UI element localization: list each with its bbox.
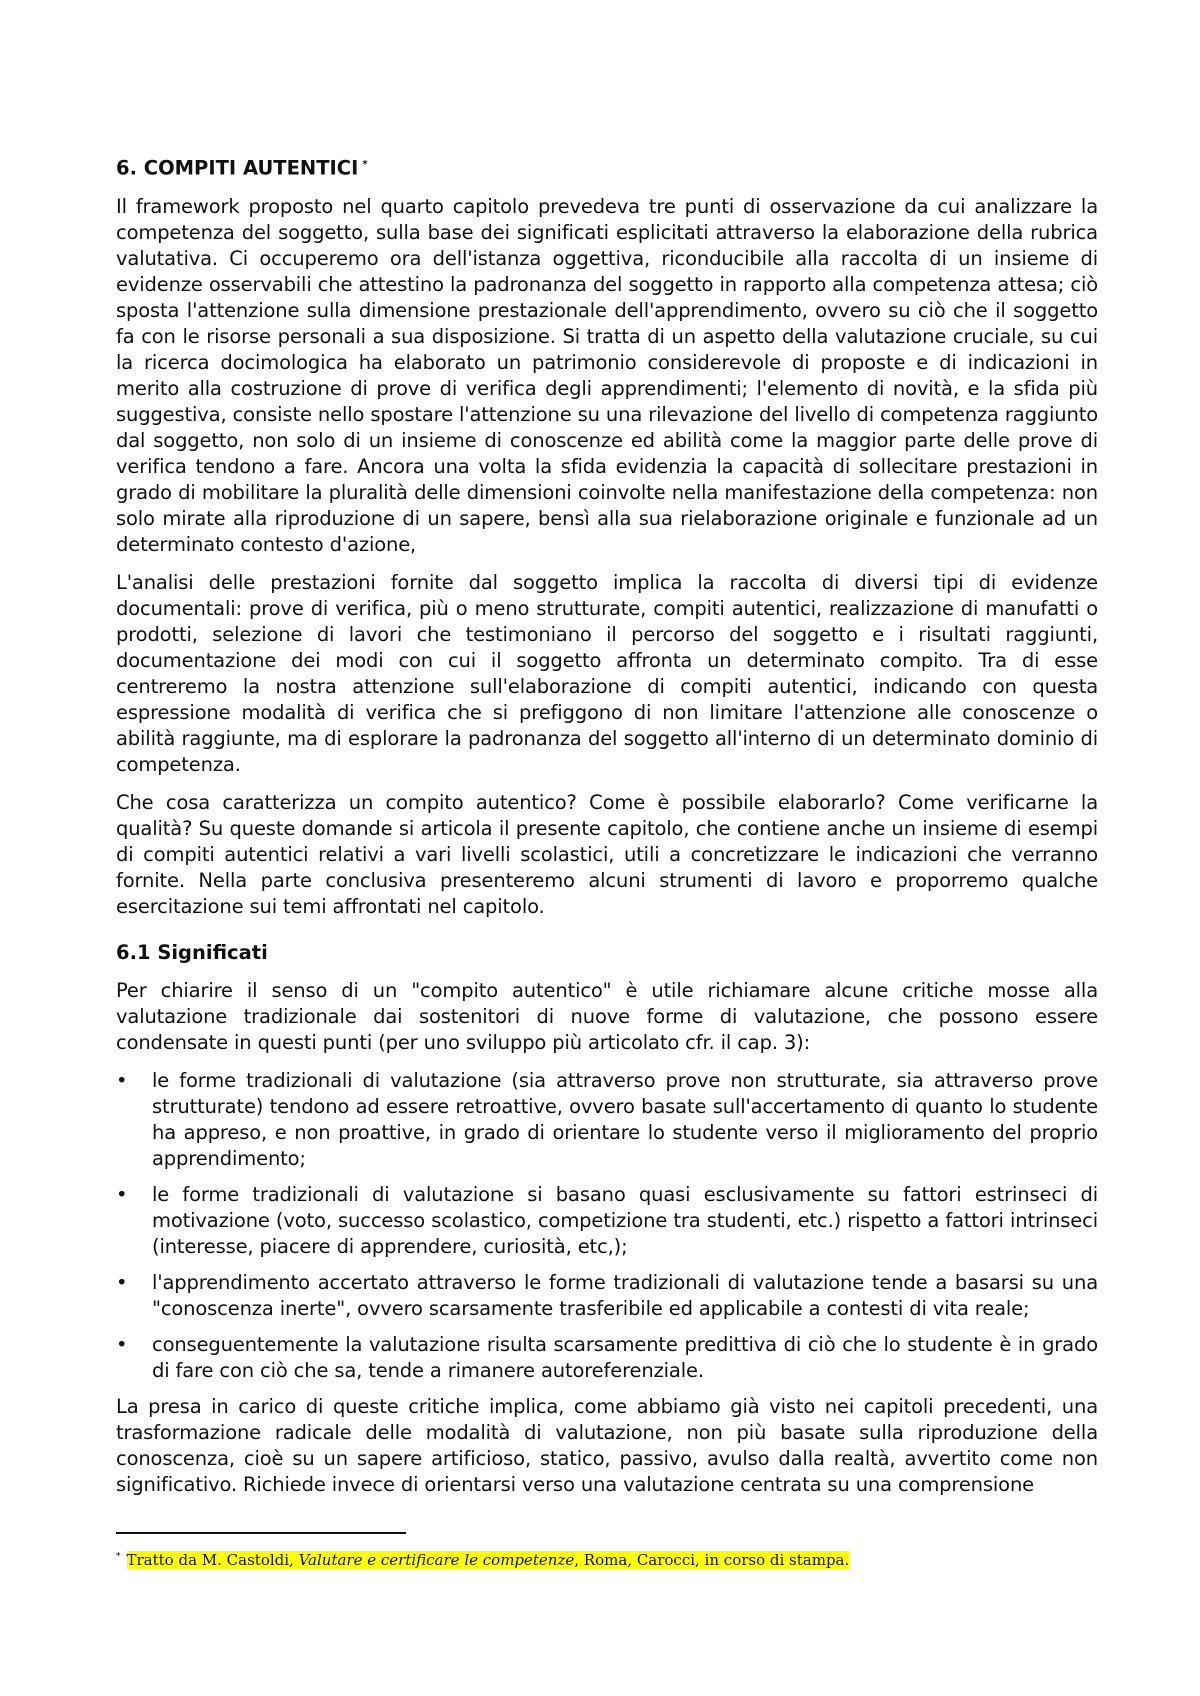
list-item bbox=[116, 1332, 1098, 1384]
list-item-text: conseguentemente la valutazione risulta scarsamente predittiva di ciò che lo studente è in grado di fare con ciò che sa, tende a rimanere autoreferenziale. bbox=[152, 1332, 1098, 1382]
list-item-text: l'apprendimento accertato attraverso le forme tradizionali di valutazione tende a basarsi su una "conoscenza inerte", ovvero scarsamente trasferibile ed applicabile a contesti di vita reale; bbox=[152, 1270, 1098, 1320]
list-item-text: le forme tradizionali di valutazione si basano quasi esclusivamente su fattori estrinseci di motivazione (voto, successo scolastico, competizione tra studenti, etc.) rispetto a fattori intrinseci (interesse, piacere di apprendere, curiosità, etc,); bbox=[152, 1182, 1098, 1258]
paragraph-3: Che cosa caratterizza un compito autentico? Come è possibile elaborarlo? Come verificarne la qualità? Su queste domande si articola il presente capitolo, che contiene anche un insieme di esempi di compiti autentici relativi a vari livelli scolastici, utili a concretizzare le indicazioni che verranno fornite. Nella parte conclusiva presenteremo alcuni strumenti di lavoro e proporremo qualche esercitazione sui temi affrontati nel capitolo. bbox=[116, 790, 1098, 918]
footnote-book-title: Valutare e certificare le competenze bbox=[298, 1551, 575, 1569]
list-item bbox=[116, 1182, 1098, 1260]
footnote-highlight bbox=[127, 1551, 850, 1569]
footnote-mark: * bbox=[116, 1552, 121, 1562]
footnote-prefix: Tratto da M. Castoldi, bbox=[126, 1551, 299, 1569]
paragraph-1: Il framework proposto nel quarto capitolo prevedeva tre punti di osservazione da cui analizzare la competenza del soggetto, sulla base dei significati esplicitati attraverso la elaborazione della rubrica valutativa. Ci occuperemo ora dell'istanza oggettiva, riconducibile alla raccolta di un insieme di evidenze osservabili che attestino la padronanza del soggetto in rapporto alla competenza attesa; ciò sposta l'attenzione sulla dimensione prestazionale dell'apprendimento, ovvero su ciò che il soggetto fa con le risorse personali a sua disposizione. Si tratta di un aspetto della valutazione cruciale, su cui la ricerca docimologica ha elaborato un patrimonio considerevole di proposte e di indicazioni in merito alla costruzione di prove di verifica degli apprendimenti; l'elemento di novità, e la sfida più suggestiva, consiste nello spostare l'attenzione su una rilevazione del livello di competenza raggiunto dal soggetto, non solo di un insieme di conoscenze ed abilità come la maggior parte delle prove di verifica tendono a fare. Ancora una volta la sfida evidenzia la capacità di sollecitare prestazioni in grado di mobilitare la pluralità delle dimensioni coinvolte nella manifestazione della competenza: non solo mirate alla riproduzione di un sapere, bensì alla sua rielaborazione originale e funzionale ad un determinato contesto d'azione, bbox=[116, 194, 1098, 556]
list-item bbox=[116, 1068, 1098, 1172]
critique-list bbox=[116, 1068, 1098, 1384]
chapter-title: 6. COMPITI AUTENTICI bbox=[116, 156, 359, 180]
list-item-text: le forme tradizionali di valutazione (sia attraverso prove non strutturate, sia attraverso prove strutturate) tendono ad essere retroattive, ovvero basate sull'accertamento di quanto lo studente ha appreso, e non proattive, in grado di orientare lo studente verso il miglioramento del proprio apprendimento; bbox=[152, 1068, 1098, 1170]
bullet-icon: • bbox=[116, 1332, 128, 1356]
section-intro: Per chiarire il senso di un "compito autentico" è utile richiamare alcune critiche mosse alla valutazione tradizionale dai sostenitori di nuove forme di valutazione, che possono essere condensate in questi punti (per uno sviluppo più articolato cfr. il cap. 3): bbox=[116, 978, 1098, 1054]
document-body bbox=[116, 152, 1098, 1510]
closing-paragraph: La presa in carico di queste critiche implica, come abbiamo già visto nei capitoli precedenti, una trasformazione radicale delle modalità di valutazione, non più basate sulla riproduzione della conoscenza, cioè su un sapere artificioso, statico, passivo, avulso dalla realtà, avvertito come non significativo. Richiede invece di orientarsi verso una valutazione centrata su una comprensione bbox=[116, 1394, 1098, 1496]
footnote-separator bbox=[116, 1532, 406, 1534]
footnote-suffix: , Roma, Carocci, in corso di stampa. bbox=[574, 1551, 850, 1569]
bullet-icon: • bbox=[116, 1182, 128, 1206]
section-heading: 6.1 Significati bbox=[116, 940, 268, 964]
footnote bbox=[116, 1546, 1098, 1571]
paragraph-2: L'analisi delle prestazioni fornite dal soggetto implica la raccolta di diversi tipi di evidenze documentali: prove di verifica, più o meno strutturate, compiti autentici, realizzazione di manufatti o prodotti, selezione di lavori che testimoniano il percorso del soggetto e i risultati raggiunti, documentazione dei modi con cui il soggetto affronta un determinato compito. Tra di esse centreremo la nostra attenzione sull'elaborazione di compiti autentici, indicando con questa espressione modalità di verifica che si prefiggono di non limitare l'attenzione alle conoscenze o abilità raggiunte, ma di esplorare la padronanza del soggetto all'interno di un determinato dominio di competenza. bbox=[116, 570, 1098, 776]
footnote-reference: * bbox=[362, 159, 368, 170]
bullet-icon: • bbox=[116, 1068, 128, 1092]
chapter-heading bbox=[116, 152, 1098, 182]
list-item bbox=[116, 1270, 1098, 1322]
bullet-icon: • bbox=[116, 1270, 128, 1294]
